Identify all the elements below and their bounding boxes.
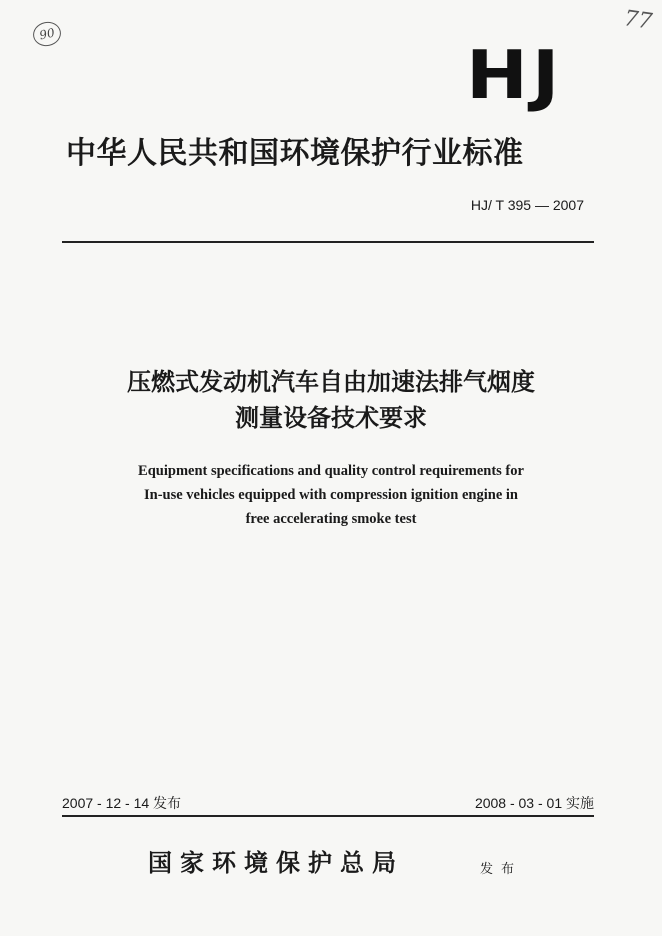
chinese-title bbox=[40, 364, 622, 436]
bottom-divider bbox=[62, 815, 594, 817]
standard-number: HJ/ T 395 — 2007 bbox=[470, 197, 584, 213]
publish-label: 发布 bbox=[480, 862, 523, 877]
hj-logo: HJ bbox=[466, 36, 564, 115]
chinese-title-line-1: 压燃式发动机汽车自由加速法排气烟度 bbox=[127, 368, 535, 396]
handwritten-corner-number: 77 bbox=[622, 6, 654, 35]
handwritten-page-number: 90 bbox=[31, 19, 63, 48]
english-title-line-2: In-use vehicles equipped with compression ignition engine in bbox=[144, 487, 518, 503]
english-title-line-1: Equipment specifications and quality control requirements for bbox=[138, 463, 524, 479]
chinese-title-line-2: 测量设备技术要求 bbox=[235, 404, 427, 432]
document-issuer-header: 中华人民共和国环境保护行业标准 bbox=[66, 136, 524, 171]
implementation-date: 2008 - 03 - 01 实施 bbox=[474, 795, 594, 811]
issuing-authority: 国家环境保护总局 bbox=[148, 848, 404, 877]
english-title bbox=[40, 459, 622, 531]
english-title-line-3: free accelerating smoke test bbox=[245, 511, 417, 527]
issue-date: 2007 - 12 - 14 发布 bbox=[62, 795, 182, 811]
top-divider bbox=[62, 241, 594, 243]
